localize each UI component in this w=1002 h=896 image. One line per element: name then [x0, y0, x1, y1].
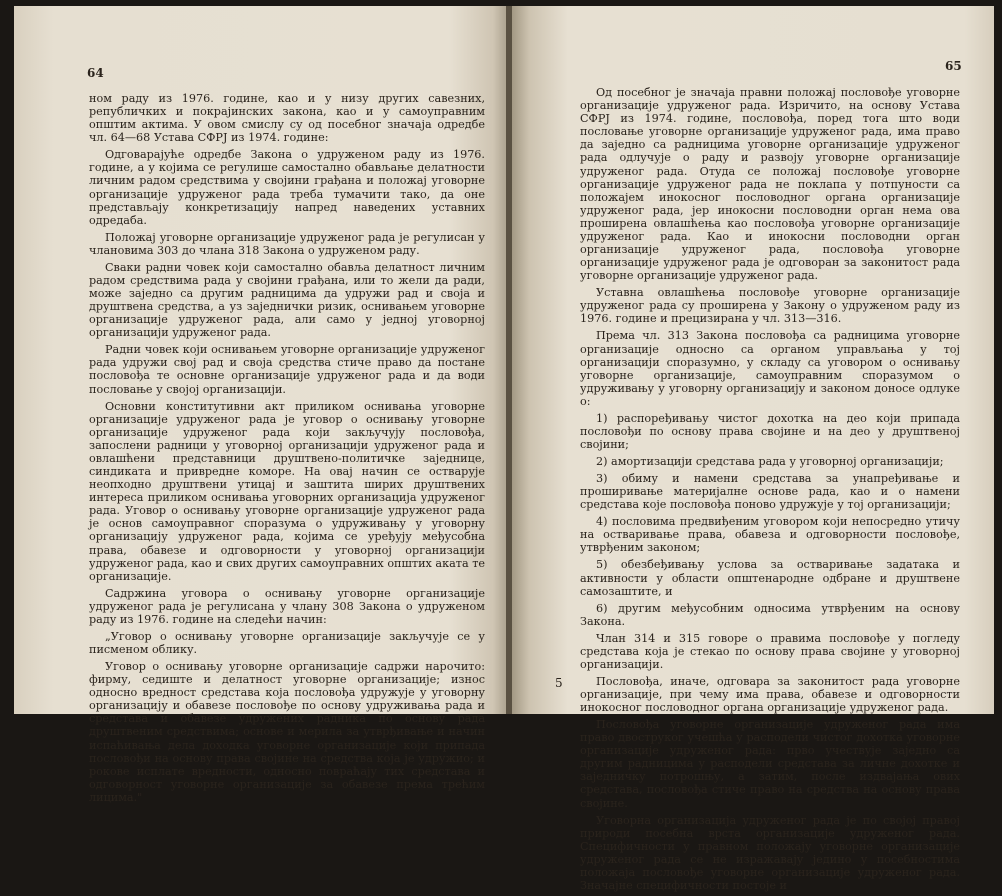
paragraph: Сваки радни човек који самостално обавља делатност личним радом средствима рада у својини грађана, или то жели да ради, може заједно са другим радницима да удружи рад и своја и друштвена средства, а уз заједнички ризик, оснивањем уговорне организације удруженог рада, али само у једној уговорној организацији удруженог рада. — [89, 260, 485, 340]
paragraph: Основни конститутивни акт приликом оснивања уговорне организације удруженог рада је уговор о оснивању уговорне организације удруженог рада који закључују пословођа, запослени радници у уговорној организацији удруженог рада и овлашћени представници друштвено-политичке заједнице, синдиката и привредне коморе. На овај начин се остварује неопходно друштвени утицај и заштита ширих друштвених интереса приликом оснивања уговорних организација удруженог рада. Уговор о оснивању уговорне организације удруженог рада је основ самоуправног споразума о удруживању у уговорну организацију удруженог рада, којима се уређују међусобна права, обавезе и одговорности у уговорној организацији удруженог рада, као и свих других самоуправних општих аката те организације. — [89, 399, 485, 583]
book-spread — [14, 6, 994, 893]
signature-mark: 5 — [555, 676, 563, 690]
paragraph: ном раду из 1976. године, као и у низу других савезних, републичких и покрајинских закона, као и у самоуправним општим актима. У овом смислу су од посебног значаја одредбе чл. 64—68 Устава СФРЈ из 1974. године: — [89, 92, 485, 145]
page-text — [89, 92, 485, 808]
page-number: 65 — [945, 59, 962, 73]
list-item: 6) другим међусобним односима утврђеним на основу Закона. — [580, 601, 960, 628]
page-number: 64 — [87, 66, 104, 80]
paragraph: Од посебног је значаја правни положај пословође уговорне организације удруженог рада. Изричито, на основу Устава СФРЈ из 1974. године, пословођа, поред тога што води пословање уговорне организације удруженог рада, има право да заједно са радницима уговорне организације удруженог рада одлучује о раду и развоју уговорне организације удруженог рада. Отуда се положај пословође уговорне организације удруженог рада не поклапа у потпуности са положајем инокосног пословодног органа организације удруженог рада, јер инокосни пословодни орган нема ова проширена овлашћења као пословођа уговорне организације удруженог рада. Као и инокосни пословодни орган организације удруженог рада, пословођа уговорне организације удруженог рада је одговоран за законитост рада уговорне организације удруженог рада. — [580, 86, 960, 283]
book-gutter — [506, 6, 512, 714]
page-text — [580, 86, 960, 896]
list-item: 1) распоређивању чистог дохотка на део који припада пословођи по основу права својине и на део у друштвеној својини; — [580, 411, 960, 452]
paragraph: Уставна овлашћења пословође уговорне организације удруженог рада су проширена у Закону о удруженом раду из 1976. године и прецизирана у чл. 313—316. — [580, 286, 960, 326]
quote-paragraph: Уговор о оснивању уговорне организације садржи нарочито: фирму, седиште и делатност уговорне организације; износ односно вредност средстава која пословођа удружује у уговорну организацију и обавезе пословође по основу удруживања рада и средстава и обавезе удружених радника по основу рада друштвеним средствима; основе и мерила за утврђивање и начин испаћивања дела доходка уговорне организације који припада пословођи на основу права својине на средства која је удружио; и рокове исплате вредности, односно повраћају тих средстава и одговорност уговорне организације за обавезе према трећим лицима." — [89, 659, 485, 804]
paragraph: Према чл. 313 Закона пословођа са радницима уговорне организације односно са органом управљања у тој организацији споразумно, у складу са уговором о оснивању уговорне организације, самоуправним споразумом о удруживању у уговорну организацију и законом доносе одлуке о: — [580, 329, 960, 408]
paragraph: Уговорна организација удруженог рада је по својој правој природи посебна врста организације удруженог рада. Специфичности у правном положају уговорне организације удруженог рада се не изражавају једино у посебностима положаја пословође уговорне организације удруженог рада. Значајне специфичности постоје и — [580, 813, 960, 893]
quote-paragraph: „Уговор о оснивању уговорне организације закључује се у писменом облику. — [89, 629, 485, 656]
list-item: 4) пословима предвиђеним уговором који непосредно утичу на остваривање права, обавеза и одговорности пословође, утврђеним законом; — [580, 515, 960, 555]
paragraph: Положај уговорне организације удруженог рада је регулисан у члановима 303 до члана 318 Закона о удруженом раду. — [89, 230, 485, 257]
paragraph: Садржина уговора о оснивању уговорне организације удруженог рада је регулисана у члану 308 Закона о удруженом раду из 1976. године на следећи начин: — [89, 586, 485, 626]
paragraph: Члан 314 и 315 говоре о правима пословође у погледу средстава која је стекао по основу права својине у уговорној организацији. — [580, 631, 960, 671]
paragraph: Пословођа уговорне организације удруженог рада има право двоструког учешћа у расподели чистог дохотка уговорне организације удруженог рада: прво учествује заједно са другим радницима у расподели средстава за личне дохотке и заједничку потрошњу, а затим, после издвајања ових средстава, пословођа стиче право на средства на основу права својине. — [580, 718, 960, 810]
list-item: 5) обезбеђивању услова за остваривање задатака и активности у области општенародне одбране и друштвене самозаштите, и — [580, 558, 960, 598]
list-item: 3) обиму и намени средстава за унапређивање и проширивање материјалне основе рада, као и о намени средстава које пословођа поново удружује у тој организацији; — [580, 472, 960, 512]
paragraph: Одговарајуће одредбе Закона о удруженом раду из 1976. године, а у којима се регулише самостално обављање делатности личним радом средствима у својини грађана и положај уговорне организације удруженог рада треба тумачити тако, да оне представљају конкретизацију напред наведених уставних одредаба. — [89, 148, 485, 227]
right-page — [510, 6, 994, 893]
left-page — [14, 6, 508, 804]
paragraph: Радни човек који оснивањем уговорне организације удруженог рада удружи свој рад и своја средства стиче право да постане пословођа те основне организације удруженог рада и да води пословање у својој организацији. — [89, 343, 485, 396]
list-item: 2) амортизацији средстава рада у уговорној организацији; — [596, 455, 944, 469]
paragraph: Пословођа, иначе, одговара за законитост рада уговорне организације, при чему има права, обавезе и одговорности инокосног пословодног органа организације удруженог рада. — [580, 674, 960, 715]
